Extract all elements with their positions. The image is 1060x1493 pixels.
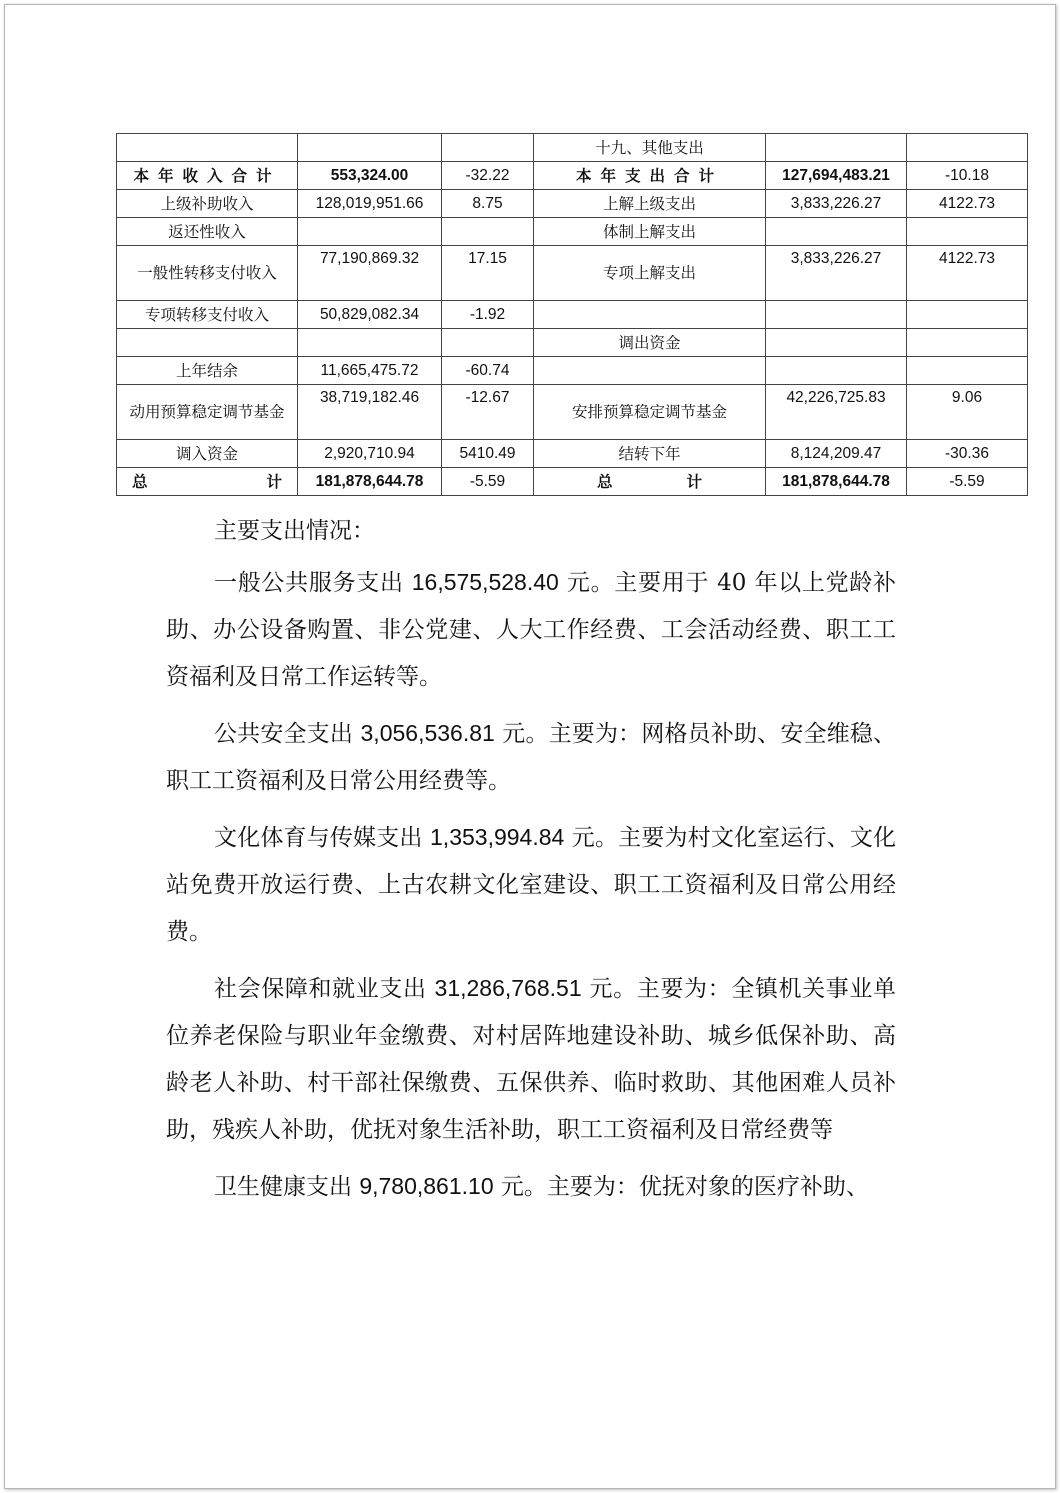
table-row xyxy=(117,301,1028,329)
income-total-label xyxy=(117,468,298,496)
expenditure-pct: -10.18 xyxy=(907,162,1028,190)
expenditure-value: 8,124,209.47 xyxy=(766,440,907,468)
expenditure-value: 127,694,483.21 xyxy=(766,162,907,190)
expenditure-pct: 9.06 xyxy=(907,385,1028,440)
expenditure-pct: 4122.73 xyxy=(907,190,1028,218)
paragraph-social-security xyxy=(166,965,896,1154)
income-label: 一般性转移支付收入 xyxy=(117,246,298,301)
paragraph-general-public-services xyxy=(166,559,896,701)
expenditure-label: 专项上解支出 xyxy=(534,246,766,301)
paragraph-text: 元。主要为：网格员补助、安全维稳、职工工资福利及日常公用经费等。 xyxy=(166,721,897,794)
income-value: 2,920,710.94 xyxy=(298,440,442,468)
expenditure-label: 本年支出合计 xyxy=(534,162,766,190)
expenditure-pct: -30.36 xyxy=(907,440,1028,468)
paragraph-text: 公共安全支出 xyxy=(214,721,361,747)
paragraph-text: 文化体育与传媒支出 xyxy=(214,825,431,851)
expenditure-label: 十九、其他支出 xyxy=(534,134,766,162)
income-pct: -60.74 xyxy=(442,357,534,385)
paragraph-text: 元。主要为：优抚对象的医疗补助、 xyxy=(493,1174,869,1200)
income-pct: 5410.49 xyxy=(442,440,534,468)
expenditure-total-pct: -5.59 xyxy=(907,468,1028,496)
paragraph-public-security xyxy=(166,710,896,805)
paragraph-text: 社会保障和就业支出 xyxy=(214,976,435,1002)
income-pct: 8.75 xyxy=(442,190,534,218)
amount: 16,575,528.40 xyxy=(411,569,559,595)
table-row xyxy=(117,357,1028,385)
total-label-part: 总 xyxy=(597,471,613,491)
income-value: 553,324.00 xyxy=(298,162,442,190)
body-text xyxy=(166,508,896,1220)
table-row xyxy=(117,190,1028,218)
table-row xyxy=(117,134,1028,162)
income-value: 128,019,951.66 xyxy=(298,190,442,218)
paragraph-text: 元。主要为村文化室运行、文化站免费开放运行费、上古农耕文化室建设、职工工资福利及日常公用经费。 xyxy=(166,825,897,945)
paragraph-text: 一般公共服务支出 xyxy=(214,570,412,596)
table-row xyxy=(117,385,1028,440)
table-row xyxy=(117,246,1028,301)
paragraph-text: 元。主要用于 40 年以上党龄补助、办公设备购置、非公党建、人大工作经费、工会活动经费、职工工资福利及日常工作运转等。 xyxy=(166,570,897,690)
section-heading: 主要支出情况： xyxy=(214,518,375,544)
income-pct: -12.67 xyxy=(442,385,534,440)
income-label: 本年收入合计 xyxy=(117,162,298,190)
expenditure-value: 3,833,226.27 xyxy=(766,246,907,301)
table-row xyxy=(117,162,1028,190)
income-pct: 17.15 xyxy=(442,246,534,301)
income-expenditure-table xyxy=(116,133,1028,496)
table-row xyxy=(117,440,1028,468)
paragraph-text: 元。主要为：全镇机关事业单位养老保险与职业年金缴费、对村居阵地建设补助、城乡低保补助、高龄老人补助、村干部社保缴费、五保供养、临时救助、其他困难人员补助，残疾人补助，优抚对象生活补助，职工工资福利及日常经费等 xyxy=(166,976,897,1143)
income-value: 77,190,869.32 xyxy=(298,246,442,301)
income-total-value: 181,878,644.78 xyxy=(298,468,442,496)
income-label: 上级补助收入 xyxy=(117,190,298,218)
amount: 1,353,994.84 xyxy=(430,824,565,850)
amount: 31,286,768.51 xyxy=(434,975,582,1001)
income-label: 上年结余 xyxy=(117,357,298,385)
total-label-part: 计 xyxy=(686,471,702,491)
expenditure-value: 42,226,725.83 xyxy=(766,385,907,440)
table-row xyxy=(117,468,1028,496)
income-label: 动用预算稳定调节基金 xyxy=(117,385,298,440)
expenditure-label: 调出资金 xyxy=(534,329,766,357)
paragraph-text: 卫生健康支出 xyxy=(214,1174,360,1200)
amount: 3,056,536.81 xyxy=(360,720,495,746)
expenditure-label: 结转下年 xyxy=(534,440,766,468)
expenditure-pct: 4122.73 xyxy=(907,246,1028,301)
income-value: 11,665,475.72 xyxy=(298,357,442,385)
expenditure-label: 体制上解支出 xyxy=(534,218,766,246)
paragraph-culture-sports-media xyxy=(166,814,896,956)
income-total-pct: -5.59 xyxy=(442,468,534,496)
paragraph-health xyxy=(166,1163,896,1211)
income-pct: -1.92 xyxy=(442,301,534,329)
table-row xyxy=(117,218,1028,246)
total-label-part: 总 xyxy=(132,471,148,491)
income-label: 返还性收入 xyxy=(117,218,298,246)
income-value: 50,829,082.34 xyxy=(298,301,442,329)
income-value: 38,719,182.46 xyxy=(298,385,442,440)
expenditure-label: 安排预算稳定调节基金 xyxy=(534,385,766,440)
expenditure-total-label xyxy=(534,468,766,496)
expenditure-total-value: 181,878,644.78 xyxy=(766,468,907,496)
table-row xyxy=(117,329,1028,357)
income-pct: -32.22 xyxy=(442,162,534,190)
expenditure-label: 上解上级支出 xyxy=(534,190,766,218)
amount: 9,780,861.10 xyxy=(359,1173,494,1199)
expenditure-value: 3,833,226.27 xyxy=(766,190,907,218)
income-label: 专项转移支付收入 xyxy=(117,301,298,329)
income-label: 调入资金 xyxy=(117,440,298,468)
total-label-part: 计 xyxy=(266,471,282,491)
